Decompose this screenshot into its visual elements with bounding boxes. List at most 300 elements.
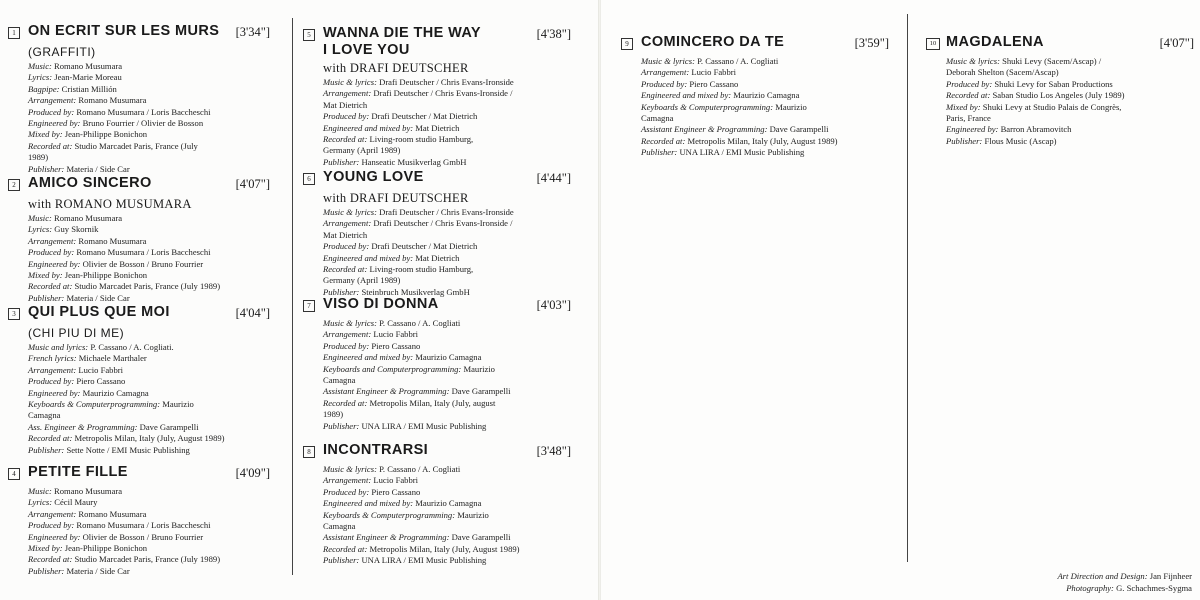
- credit-line: [28, 342, 270, 353]
- credit-role: Mixed by:: [28, 543, 63, 554]
- credit-line: [323, 498, 571, 509]
- credit-line: [946, 124, 1194, 135]
- credit-value: Shuki Levy (Sacem/Ascap) /: [1002, 56, 1102, 66]
- credit-line: [28, 554, 270, 565]
- credit-value: Steinbruch Musikverlag GmbH: [361, 286, 470, 297]
- credit-line: [28, 486, 270, 497]
- track-number-box: 7: [303, 300, 315, 312]
- credit-role: Produced by:: [946, 78, 993, 89]
- credit-value: Deborah Shelton (Sacem/Ascap): [946, 67, 1059, 78]
- credit-role: Assistant Engineer & Programming:: [641, 124, 768, 135]
- credit-role: Publisher:: [28, 163, 65, 174]
- credit-value: Piero Cassano: [371, 486, 421, 497]
- credit-role: Music:: [28, 486, 52, 496]
- credit-role: Mixed by:: [28, 270, 63, 281]
- credit-line: [28, 118, 270, 129]
- track-number-box: 9: [621, 38, 633, 50]
- track-credits: [28, 213, 270, 304]
- credit-line: [323, 145, 571, 156]
- track-7: [303, 297, 571, 432]
- column-divider-2: [907, 14, 908, 562]
- credit-role: Recorded at:: [323, 543, 368, 554]
- track-title: YOUNG LOVE: [323, 169, 424, 185]
- credit-role: Produced by:: [323, 111, 370, 122]
- credit-line: [323, 487, 571, 498]
- credit-value: Jean-Philippe Bonichon: [64, 543, 148, 554]
- track-duration: [3'34"]: [235, 25, 270, 39]
- credit-role: Engineered by:: [946, 124, 999, 135]
- credit-line: [323, 253, 571, 264]
- credit-role: Recorded at:: [323, 264, 368, 275]
- credit-value: 1989): [323, 409, 344, 420]
- credit-value: Jean-Philippe Bonichon: [64, 270, 148, 281]
- credit-line: [641, 102, 889, 113]
- credit-line: [28, 84, 270, 95]
- credit-role: Music & lyrics:: [323, 207, 377, 217]
- credit-line: [323, 352, 571, 363]
- credit-value: 1989): [28, 152, 49, 163]
- credit-line: [323, 521, 571, 532]
- credit-value: Dave Garampelli: [451, 386, 511, 397]
- track-subtitle: (GRAFFITI): [28, 45, 96, 59]
- credit-value: Piero Cassano: [689, 78, 739, 89]
- credit-value: UNA LIRA / EMI Music Publishing: [361, 555, 487, 566]
- credit-line: [323, 111, 571, 122]
- credit-value: Drafi Deutscher / Chris Evans-Ironside /: [373, 218, 513, 229]
- credit-role: Publisher:: [28, 444, 65, 455]
- credit-role: Engineered and mixed by:: [323, 122, 414, 133]
- credit-line: [323, 341, 571, 352]
- credit-value: Maurizio: [775, 101, 807, 112]
- track-subtitle: with ROMANO MUSUMARA: [28, 197, 192, 211]
- credit-line: [28, 509, 270, 520]
- credit-value: Hanseatic Musikverlag GmbH: [361, 156, 467, 167]
- credit-value: Drafi Deutscher / Mat Dietrich: [371, 241, 478, 252]
- credit-value: Living-room studio Hamburg,: [369, 134, 474, 145]
- credit-value: Bruno Fourrier / Olivier de Bosson: [82, 118, 204, 129]
- credit-line: [641, 147, 889, 158]
- credit-role: Keyboards and Computerprogramming:: [323, 363, 462, 374]
- credit-role: Music & lyrics:: [323, 77, 377, 87]
- track-number-box: 4: [8, 468, 20, 480]
- credit-line: [641, 136, 889, 147]
- credit-value: Romano Musumara: [78, 95, 147, 106]
- track-title: WANNA DIE THE WAY: [323, 25, 481, 41]
- credit-value: Metropolis Milan, Italy (July, august: [369, 397, 496, 408]
- track-1: [8, 24, 270, 175]
- credit-value: Michaele Marthaler: [78, 353, 147, 364]
- credit-role: Recorded at:: [28, 554, 73, 565]
- credit-role: Publisher:: [323, 420, 360, 431]
- credit-role: Bagpipe:: [28, 83, 60, 94]
- credit-line: [28, 293, 270, 304]
- credit-line: [323, 218, 571, 229]
- credit-value: Sette Notte / EMI Music Publishing: [66, 444, 190, 455]
- credit-role: Engineered and mixed by:: [323, 498, 414, 509]
- credit-line: [28, 543, 270, 554]
- credit-line: [946, 79, 1194, 90]
- track-credits: [323, 207, 571, 298]
- track-title: PETITE FILLE: [28, 464, 128, 480]
- credit-line: [323, 364, 571, 375]
- credit-value: Saban Studio Los Angeles (July 1989): [992, 90, 1125, 101]
- credit-role: Publisher:: [28, 565, 65, 576]
- credit-role: French lyrics:: [28, 353, 77, 364]
- track-title: AMICO SINCERO: [28, 175, 152, 191]
- credit-line: [28, 410, 270, 421]
- credit-value: Romano Musumara: [54, 213, 123, 223]
- credit-line: [28, 259, 270, 270]
- credit-line: [323, 510, 571, 521]
- credit-role: Publisher:: [323, 286, 360, 297]
- track-number-box: 1: [8, 27, 20, 39]
- credit-line: [323, 123, 571, 134]
- credit-role: Arrangement:: [28, 508, 77, 519]
- credit-value: Camagna: [28, 410, 61, 421]
- credit-line: [28, 399, 270, 410]
- credit-role: Produced by:: [28, 247, 75, 258]
- credit-line: [28, 152, 270, 163]
- track-2: [8, 176, 270, 304]
- track-10: [926, 35, 1194, 147]
- track-number-box: 2: [8, 179, 20, 191]
- credit-role: Publisher:: [641, 147, 678, 158]
- credit-line: [323, 409, 571, 420]
- track-number-box: 5: [303, 29, 315, 41]
- credit-role: Assistant Engineer & Programming:: [323, 386, 450, 397]
- credit-line: [946, 136, 1194, 147]
- credit-line: [946, 90, 1194, 101]
- credit-value: Cécil Maury: [54, 497, 98, 508]
- credit-value: Camagna: [323, 521, 356, 532]
- credit-value: Maurizio: [463, 363, 495, 374]
- credit-role: Publisher:: [323, 156, 360, 167]
- credit-role: Engineered by:: [28, 531, 81, 542]
- credit-role: Produced by:: [28, 376, 75, 387]
- page-fold: [598, 0, 601, 600]
- credit-line: [641, 90, 889, 101]
- credit-role: Keyboards & Computerprogramming:: [323, 509, 456, 520]
- track-duration: [4'07"]: [1159, 36, 1194, 50]
- credit-line: [323, 375, 571, 386]
- track-credits: [323, 318, 571, 432]
- credit-line: [28, 353, 270, 364]
- credit-line: [28, 95, 270, 106]
- credit-role: Music:: [28, 213, 52, 223]
- credit-value: Dave Garampelli: [769, 124, 829, 135]
- credit-line: [641, 113, 889, 124]
- credit-role: Music:: [28, 61, 52, 71]
- credit-role: Produced by:: [28, 106, 75, 117]
- track-credits: [28, 486, 270, 577]
- credit-role: Produced by:: [323, 486, 370, 497]
- track-title: ON ECRIT SUR LES MURS: [28, 23, 220, 39]
- credit-role: Engineered by:: [28, 118, 81, 129]
- credit-value: Germany (April 1989): [323, 275, 401, 286]
- credit-role: Music and lyrics:: [28, 342, 89, 352]
- credit-role: Ass. Engineer & Programming:: [28, 421, 138, 432]
- credit-role: Produced by:: [28, 520, 75, 531]
- track-title: INCONTRARSI: [323, 442, 429, 458]
- track-duration: [4'38"]: [536, 27, 571, 41]
- credit-value: Camagna: [641, 113, 674, 124]
- track-number-box: 10: [926, 38, 940, 50]
- credit-line: [323, 532, 571, 543]
- credit-line: [28, 107, 270, 118]
- credit-value: Mat Dietrich: [415, 252, 460, 263]
- credit-role: Recorded at:: [28, 433, 73, 444]
- credit-value: UNA LIRA / EMI Music Publishing: [361, 420, 487, 431]
- credit-line: [323, 207, 571, 218]
- credit-line: [323, 544, 571, 555]
- credit-role: Engineered and mixed by:: [323, 352, 414, 363]
- credit-line: [641, 67, 889, 78]
- photography-credit: Photography: G. Schachmes-Sygma: [1066, 583, 1192, 593]
- credit-line: [323, 241, 571, 252]
- credit-line: [641, 56, 889, 67]
- credit-value: Maurizio Camagna: [415, 498, 482, 509]
- credit-value: Piero Cassano: [371, 340, 421, 351]
- track-duration: [4'04"]: [235, 306, 270, 320]
- credit-role: Engineered by:: [28, 258, 81, 269]
- credit-value: Camagna: [323, 375, 356, 386]
- credit-value: Jean-Marie Moreau: [54, 72, 122, 83]
- credit-line: [323, 386, 571, 397]
- credit-value: Mat Dietrich: [323, 99, 368, 110]
- credit-value: Maurizio: [162, 399, 194, 410]
- credit-role: Lyrics:: [28, 497, 53, 508]
- track-title: QUI PLUS QUE MOI: [28, 304, 170, 320]
- credit-line: [946, 67, 1194, 78]
- track-title: MAGDALENA: [946, 34, 1044, 50]
- credit-line: [28, 213, 270, 224]
- credit-role: Publisher:: [28, 292, 65, 303]
- credit-value: Lucio Fabbri: [373, 475, 419, 486]
- track-credits: [28, 342, 270, 456]
- credit-value: Romano Musumara / Loris Baccheschi: [76, 247, 211, 258]
- credit-value: Maurizio Camagna: [733, 90, 800, 101]
- credit-value: Maurizio Camagna: [82, 387, 149, 398]
- credit-value: Drafi Deutscher / Chris Evans-Ironside: [379, 77, 514, 87]
- credit-line: [28, 141, 270, 152]
- credit-role: Engineered and mixed by:: [641, 90, 732, 101]
- credit-role: Produced by:: [641, 78, 688, 89]
- credit-role: Publisher:: [946, 135, 983, 146]
- credit-value: Barron Abramovitch: [1000, 124, 1072, 135]
- credit-value: Paris, France: [946, 113, 991, 124]
- credit-line: [28, 61, 270, 72]
- credit-role: Engineered by:: [28, 387, 81, 398]
- credit-role: Assistant Engineer & Programming:: [323, 532, 450, 543]
- credit-role: Keyboards & Computerprogramming:: [641, 101, 774, 112]
- credit-value: Mat Dietrich: [323, 229, 368, 240]
- track-9: [621, 35, 889, 159]
- credit-value: Materia / Side Car: [66, 292, 130, 303]
- credit-line: [28, 129, 270, 140]
- credit-line: [28, 433, 270, 444]
- credit-value: Romano Musumara: [54, 486, 123, 496]
- track-6: [303, 170, 571, 298]
- credit-line: [323, 475, 571, 486]
- credit-line: [28, 72, 270, 83]
- track-credits: [323, 464, 571, 567]
- credit-value: Drafi Deutscher / Chris Evans-Ironside: [379, 207, 514, 217]
- credit-role: Music & lyrics:: [641, 56, 695, 66]
- credit-role: Recorded at:: [641, 135, 686, 146]
- credit-value: Lucio Fabbri: [691, 67, 737, 78]
- credit-value: Romano Musumara / Loris Baccheschi: [76, 106, 211, 117]
- credit-line: [641, 79, 889, 90]
- credit-value: P. Cassano / A. Cogliati: [379, 464, 461, 474]
- credit-value: Materia / Side Car: [66, 163, 130, 174]
- credit-line: [323, 157, 571, 168]
- credit-role: Publisher:: [323, 555, 360, 566]
- credit-line: [323, 555, 571, 566]
- track-number-box: 6: [303, 173, 315, 185]
- credit-value: Metropolis Milan, Italy (July, August 1989): [687, 135, 838, 146]
- credit-value: Dave Garampelli: [139, 421, 199, 432]
- track-title: COMINCERO DA TE: [641, 34, 785, 50]
- credit-line: [28, 376, 270, 387]
- credit-line: [323, 77, 571, 88]
- credit-value: Lucio Fabbri: [373, 329, 419, 340]
- credit-role: Arrangement:: [28, 364, 77, 375]
- credit-line: [946, 113, 1194, 124]
- credit-role: Arrangement:: [323, 329, 372, 340]
- track-5: [303, 26, 571, 168]
- track-title: VISO DI DONNA: [323, 296, 439, 312]
- credit-value: Guy Skornik: [54, 224, 99, 235]
- credit-line: [323, 100, 571, 111]
- credit-value: Germany (April 1989): [323, 145, 401, 156]
- credit-line: [28, 270, 270, 281]
- credit-role: Arrangement:: [323, 218, 372, 229]
- credit-value: P. Cassano / A. Cogliati: [379, 318, 461, 328]
- credit-role: Lyrics:: [28, 224, 53, 235]
- credit-role: Music & lyrics:: [323, 464, 377, 474]
- track-credits: [641, 56, 889, 159]
- track-duration: [4'03"]: [536, 298, 571, 312]
- credit-line: [323, 318, 571, 329]
- track-title-line-2: I LOVE YOU: [323, 42, 410, 58]
- credit-value: Jean-Philippe Bonichon: [64, 129, 148, 140]
- track-number-box: 3: [8, 308, 20, 320]
- track-credits: [323, 77, 571, 168]
- credit-line: [28, 445, 270, 456]
- credit-line: [323, 464, 571, 475]
- credit-value: Romano Musumara: [78, 508, 147, 519]
- track-4: [8, 465, 270, 577]
- credit-value: UNA LIRA / EMI Music Publishing: [679, 147, 805, 158]
- credit-value: Piero Cassano: [76, 376, 126, 387]
- credit-line: [28, 520, 270, 531]
- credit-value: Cristian Millión: [61, 83, 117, 94]
- column-divider-1: [292, 18, 293, 575]
- credit-role: Recorded at:: [28, 140, 73, 151]
- credit-line: [946, 102, 1194, 113]
- track-duration: [4'09"]: [235, 466, 270, 480]
- credit-value: P. Cassano / A. Cogliati.: [90, 342, 174, 352]
- credit-value: Studio Marcadet Paris, France (July: [74, 140, 198, 151]
- track-subtitle: with DRAFI DEUTSCHER: [323, 61, 469, 75]
- credit-value: Romano Musumara / Loris Baccheschi: [76, 520, 211, 531]
- credit-value: Drafi Deutscher / Mat Dietrich: [371, 111, 478, 122]
- track-duration: [3'48"]: [536, 444, 571, 458]
- credit-value: Studio Marcadet Paris, France (July 1989): [74, 554, 221, 565]
- art-direction-credit: Art Direction and Design: Jan Fijnheer: [1057, 571, 1192, 581]
- credit-value: Metropolis Milan, Italy (July, August 1989): [369, 543, 520, 554]
- credit-role: Lyrics:: [28, 72, 53, 83]
- credit-role: Mixed by:: [28, 129, 63, 140]
- track-duration: [3'59"]: [854, 36, 889, 50]
- credit-value: Shuki Levy at Studio Palais de Congrès,: [982, 101, 1122, 112]
- credit-line: [323, 421, 571, 432]
- credit-role: Keyboards & Computerprogramming:: [28, 399, 161, 410]
- credit-role: Arrangement:: [323, 475, 372, 486]
- credit-value: Flous Music (Ascap): [984, 135, 1057, 146]
- credit-role: Recorded at:: [28, 281, 73, 292]
- credit-role: Arrangement:: [28, 235, 77, 246]
- credit-role: Engineered and mixed by:: [323, 252, 414, 263]
- credit-line: [323, 275, 571, 286]
- credit-value: Olivier de Bosson / Bruno Fourrier: [82, 258, 204, 269]
- credit-role: Music & lyrics:: [946, 56, 1000, 66]
- credit-value: P. Cassano / A. Cogliati: [697, 56, 779, 66]
- credit-line: [28, 247, 270, 258]
- credit-value: Romano Musumara: [54, 61, 123, 71]
- track-duration: [4'44"]: [536, 171, 571, 185]
- track-credits: [28, 61, 270, 175]
- credit-line: [28, 236, 270, 247]
- booklet-credits-footer: [1057, 570, 1192, 594]
- credit-role: Produced by:: [323, 241, 370, 252]
- credit-value: Materia / Side Car: [66, 565, 130, 576]
- credit-line: [28, 388, 270, 399]
- credit-line: [28, 532, 270, 543]
- credit-value: Shuki Levy for Saban Productions: [994, 78, 1113, 89]
- credit-line: [28, 422, 270, 433]
- track-duration: [4'07"]: [235, 177, 270, 191]
- credit-role: Recorded at:: [946, 90, 991, 101]
- credit-value: Maurizio: [457, 509, 489, 520]
- credit-line: [323, 264, 571, 275]
- credit-value: Mat Dietrich: [415, 122, 460, 133]
- credit-value: Lucio Fabbri: [78, 364, 124, 375]
- credit-line: [946, 56, 1194, 67]
- credit-line: [323, 230, 571, 241]
- credit-role: Recorded at:: [323, 134, 368, 145]
- credit-line: [323, 329, 571, 340]
- credit-line: [323, 134, 571, 145]
- credit-value: Drafi Deutscher / Chris Evans-Ironside /: [373, 88, 513, 99]
- credit-value: Romano Musumara: [78, 235, 147, 246]
- credit-role: Produced by:: [323, 340, 370, 351]
- credit-value: Dave Garampelli: [451, 532, 511, 543]
- credit-line: [323, 398, 571, 409]
- track-subtitle: with DRAFI DEUTSCHER: [323, 191, 469, 205]
- credit-line: [28, 365, 270, 376]
- track-subtitle: (CHI PIU DI ME): [28, 326, 125, 340]
- credit-role: Arrangement:: [641, 67, 690, 78]
- track-credits: [946, 56, 1194, 147]
- credit-role: Arrangement:: [28, 95, 77, 106]
- credit-role: Mixed by:: [946, 101, 981, 112]
- credit-value: Olivier de Bosson / Bruno Fourrier: [82, 531, 204, 542]
- credit-role: Music & lyrics:: [323, 318, 377, 328]
- credit-role: Arrangement:: [323, 88, 372, 99]
- track-number-box: 8: [303, 446, 315, 458]
- track-3: [8, 305, 270, 456]
